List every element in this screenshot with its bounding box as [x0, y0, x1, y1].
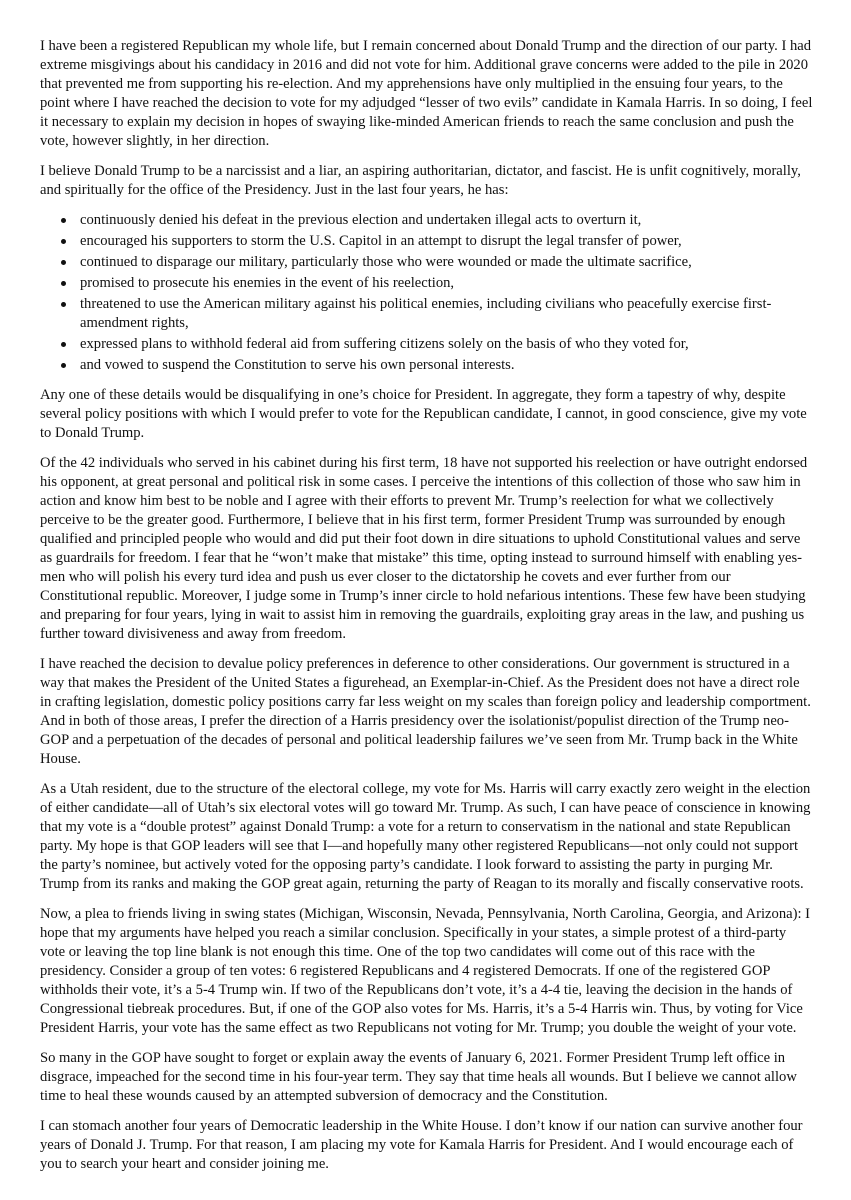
bullet-icon	[61, 302, 66, 307]
bullet-icon	[61, 363, 66, 368]
paragraph-swing-states: Now, a plea to friends living in swing states (Michigan, Wisconsin, Nevada, Pennsylvania, North Carolina, Georgia, and Arizona): I hope that my arguments have helped you reach a similar conclusion. Specifically in your states, a simple protest of a third-party vote or leaving the top line blank is not enough this time. One of the top two candidates will come out of this race with the presidency. Consider a group of ten votes: 6 registered Republicans and 4 registered Democrats. If one of the registered GOP withholds their vote, it’s a 5-4 Trump win. If two of the Republicans don’t vote, it’s a 4-4 tie, leaving the decision in the hands of Congressional tiebreak procedures. But, if one of the GOP also votes for Ms. Harris, it’s a 5-4 Harris win. Thus, by voting for Vice President Harris, your vote has the same effect as two Republicans not voting for Mr. Trump; you double the weight of your vote.	[40, 906, 811, 1036]
paragraph-policy: I have reached the decision to devalue policy preferences in deference to other considerations. Our government is structured in a way that makes the President of the United States a figurehead, an Exemplar-in-Chief. As the President does not have a direct role in crafting legislation, domestic policy positions carry far less weight on my scales than foreign policy and leadership comportment. And in both of those areas, I prefer the direction of a Harris presidency over the isolationist/populist direction of the Trump neo-GOP and a perpetuation of the decades of personal and political leadership failures we’ve seen from Mr. Trump back in the White House.	[40, 656, 811, 767]
paragraph-intro: I have been a registered Republican my whole life, but I remain concerned about Donald Trump and the direction of our party. I had extreme misgivings about his candidacy in 2016 and did not vote for him. Additional grave concerns were added to the pile in 2020 that prevented me from supporting his re-election. And my apprehensions have only multiplied in the ensuing four years, to the point where I have reached the decision to vote for my adjudged “lesser of two evils” candidate in Kamala Harris. In so doing, I feel it necessary to explain my decision in hopes of swaying like-minded American friends to reach the same conclusion and push the vote, however slightly, in her direction.	[40, 38, 813, 149]
list-item	[40, 232, 814, 251]
list-item	[40, 253, 814, 272]
bullet-icon	[61, 260, 66, 265]
list-item-text: threatened to use the American military against his political enemies, including civilians who peacefully exercise first-amendment rights,	[80, 296, 772, 331]
paragraph-utah: As a Utah resident, due to the structure of the electoral college, my vote for Ms. Harris will carry exactly zero weight in the election of either candidate—all of Utah’s six electoral votes will go toward Mr. Trump. As such, I can have peace of conscience in knowing that my vote is a “double protest” against Donald Trump: a vote for a return to conservatism in the national and state Republican party. My hope is that GOP leaders will see that I—and hopefully many other registered Republicans—not only could not support the party’s nominee, but actively voted for the opposing party’s candidate. I look forward to assisting the party in purging Mr. Trump from its ranks and making the GOP great again, returning the party of Reagan to its morally and fiscally conservative roots.	[40, 781, 811, 892]
list-item-text: encouraged his supporters to storm the U.S. Capitol in an attempt to disrupt the legal transfer of power,	[80, 233, 682, 249]
bullet-icon	[61, 218, 66, 223]
list-item	[40, 295, 814, 333]
list-item	[40, 211, 814, 230]
bullet-icon	[61, 281, 66, 286]
list-item	[40, 356, 814, 375]
list-item-text: continued to disparage our military, particularly those who were wounded or made the ultimate sacrifice,	[80, 254, 692, 270]
paragraph-conclusion: I can stomach another four years of Democratic leadership in the White House. I don’t know if our nation can survive another four years of Donald J. Trump. For that reason, I am placing my vote for Kamala Harris for President. And I would encourage each of you to search your heart and consider joining me.	[40, 1118, 803, 1172]
list-item-text: and vowed to suspend the Constitution to serve his own personal interests.	[80, 357, 515, 373]
list-item	[40, 274, 814, 293]
paragraph-january-6: So many in the GOP have sought to forget or explain away the events of January 6, 2021. Former President Trump left office in disgrace, impeached for the second time in his four-year term. They say that time heals all wounds. But I believe we cannot allow time to heal these wounds caused by an attempted subversion of democracy and the Constitution.	[40, 1050, 797, 1104]
list-item-text: expressed plans to withhold federal aid from suffering citizens solely on the basis of who they voted for,	[80, 336, 689, 352]
list-item-text: continuously denied his defeat in the previous election and undertaken illegal acts to overturn it,	[80, 212, 642, 228]
bullet-icon	[61, 239, 66, 244]
list-item	[40, 335, 814, 354]
paragraph-cabinet: Of the 42 individuals who served in his cabinet during his first term, 18 have not supported his reelection or have outright endorsed his opponent, at great personal and political risk in some cases. I perceive the intentions of this collection of those who saw him in action and know him best to be noble and I agree with their efforts to prevent Mr. Trump’s reelection for what we collectively perceive to be the greater good. Furthermore, I believe that in his first term, former President Trump was surrounded by enough qualified and principled people who would and did put their foot down in dire situations to uphold Constitutional values and serve as guardrails for freedom. I fear that he “won’t make that mistake” this time, opting instead to surround himself with enabling yes-men who will polish his every turd idea and push us ever closer to the dictatorship he covets and ever further from our Constitutional republic. Moreover, I judge some in Trump’s inner circle to hold nefarious intentions. These few have been studying and preparing for four years, lying in wait to assist him in removing the guardrails, exploiting gray areas in the law, and pushing us further toward divisiveness and away from freedom.	[40, 455, 808, 642]
paragraph-disqualifying: Any one of these details would be disqualifying in one’s choice for President. In aggregate, they form a tapestry of why, despite several policy positions with which I would prefer to vote for the Republican candidate, I cannot, in good conscience, give my vote to Donald Trump.	[40, 387, 807, 441]
bullet-list	[40, 211, 814, 375]
bullet-icon	[61, 342, 66, 347]
paragraph-beliefs: I believe Donald Trump to be a narcissist and a liar, an aspiring authoritarian, dictator, and fascist. He is unfit cognitively, morally, and spiritually for the office of the Presidency. Just in the last four years, he has:	[40, 163, 801, 198]
list-item-text: promised to prosecute his enemies in the event of his reelection,	[80, 275, 455, 291]
